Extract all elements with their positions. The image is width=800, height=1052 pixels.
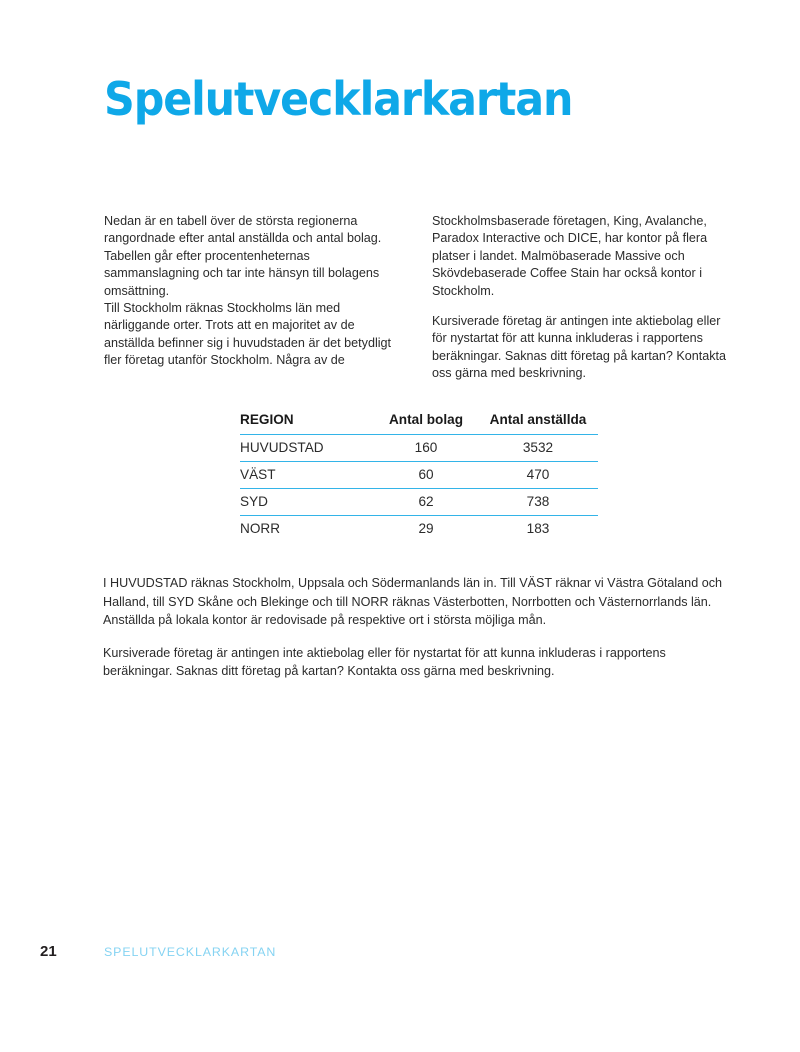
cell-region: NORR — [240, 521, 281, 536]
cell-antal-bolag: 60 — [374, 462, 478, 489]
region-table-container — [240, 412, 598, 542]
table-row — [240, 462, 598, 489]
page-footer — [40, 943, 276, 960]
intro-right-paragraph-2: Kursiverade företag är antingen inte aktiebolag eller för nystartat för att kunna inkluderas i rapportens beräkningar. Saknas ditt företag på kartan? Kontakta oss gärna med beskrivning. — [432, 314, 727, 381]
table-row — [240, 489, 598, 516]
table-header-region: REGION — [240, 412, 374, 435]
notes-paragraph-2: Kursiverade företag är antingen inte aktiebolag eller för nystartat för att kunna inkluderas i rapportens beräkningar. Saknas ditt företag på kartan? Kontakta oss gärna med beskrivning. — [103, 645, 666, 679]
notes-section — [103, 574, 737, 681]
table-row — [240, 435, 598, 462]
table-header-antal-bolag: Antal bolag — [374, 412, 478, 435]
cell-antal-anstallda: 470 — [478, 462, 598, 489]
cell-antal-anstallda: 738 — [478, 489, 598, 516]
table-body — [240, 435, 598, 543]
intro-right-column — [432, 213, 736, 383]
cell-antal-anstallda: 3532 — [478, 435, 598, 462]
intro-left-paragraph-2: Till Stockholm räknas Stockholms län med närliggande orter. Trots att en majoritet av de anställda befinner sig i huvudstaden är det betydligt fler företag utanför Stockholm. Några av de — [104, 301, 392, 368]
intro-right-paragraph-1: Stockholmsbaserade företagen, King, Avalanche, Paradox Interactive och DICE, har kontor på flera platser i landet. Malmöbaserade Massive och Skövdebaserade Coffee Stain har också kontor i Stockholm. — [432, 214, 708, 298]
cell-region: VÄST — [240, 462, 374, 489]
intro-section — [104, 213, 736, 383]
footer-document-label: SPELUTVECKLARKARTAN — [104, 945, 277, 959]
footer-page-number: 21 — [40, 943, 57, 960]
region-table — [240, 412, 598, 542]
table-header — [240, 412, 598, 435]
cell-antal-bolag: 29 — [418, 521, 434, 536]
intro-left-paragraph-1: Nedan är en tabell över de största regionerna rangordnade efter antal anställda och antal bolag. Tabellen går efter procentenheternas sammanslagning och tar inte hänsyn till bolagens omsättning. — [104, 214, 382, 298]
cell-antal-bolag: 62 — [374, 489, 478, 516]
page-title: Spelutvecklarkartan — [104, 71, 573, 126]
table-header-row — [240, 412, 598, 435]
intro-left-column — [104, 213, 408, 370]
cell-region: HUVUDSTAD — [240, 435, 374, 462]
table-row — [240, 516, 598, 543]
cell-antal-anstallda: 183 — [526, 521, 550, 536]
cell-region: SYD — [240, 489, 374, 516]
table-header-antal-anstallda: Antal anställda — [478, 412, 598, 435]
notes-paragraph-1: I HUVUDSTAD räknas Stockholm, Uppsala och Södermanlands län in. Till VÄST räknar vi Västra Götaland och Halland, till SYD Skåne och Blekinge och till NORR räknas Västerbotten, Norrbotten och Västernorrlands län. Anställda på lokala kontor är redovisade på respektive ort i största möjliga mån. — [103, 576, 722, 628]
cell-antal-bolag: 160 — [374, 435, 478, 462]
